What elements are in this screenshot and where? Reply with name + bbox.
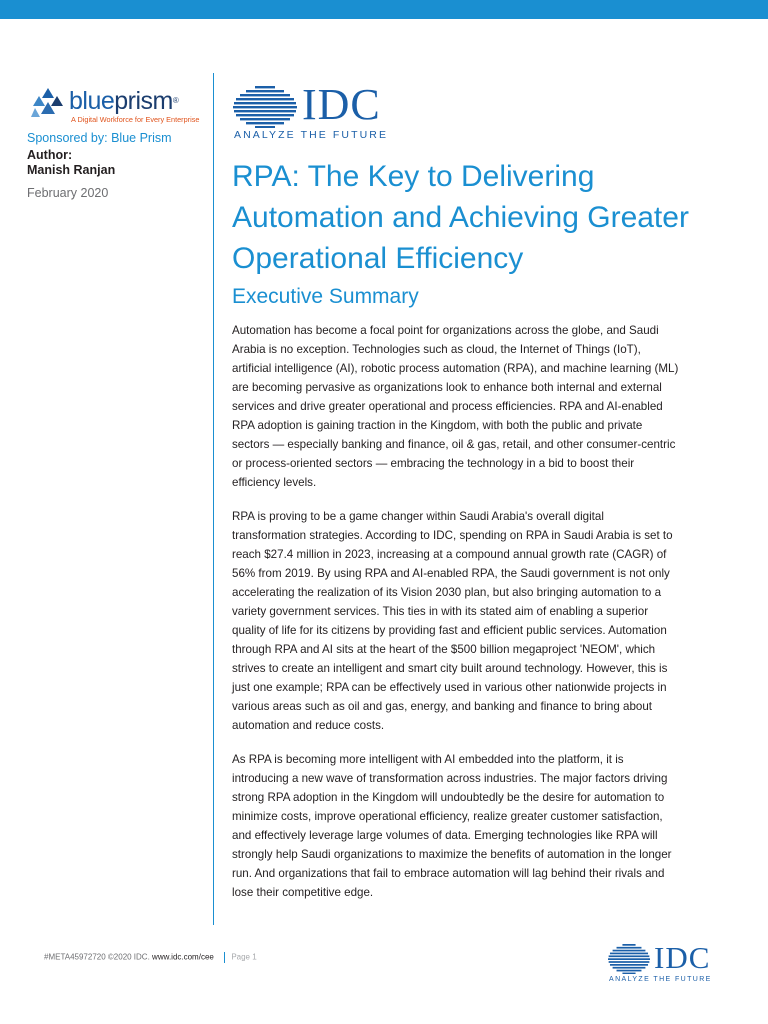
idc-logo (233, 80, 403, 144)
blueprism-mark-icon (31, 88, 65, 118)
footer-divider (224, 952, 225, 963)
blueprism-logo (31, 86, 211, 130)
paragraph: As RPA is becoming more intelligent with AI embedded into the platform, it is introducing a new wave of transformation across industries. The major factors driving strong RPA adoption in the Kingdom will undoubtedly be the desire for automation to minimize costs, improve operational efficiency, realize greater customer satisfaction, and effectively leverage large volumes of data. Emerging technologies like RPA will strongly help Saudi organizations to maximize the benefits of automation in the longer run. And organizations that fail to embrace automation will lag behind their rivals and lose their competitive edge. (232, 753, 672, 899)
page-footer (44, 952, 257, 963)
author-name: Manish Ranjan (27, 163, 116, 177)
publication-date: February 2020 (27, 186, 109, 200)
top-accent-bar (0, 0, 768, 19)
idc-wordmark: IDC (654, 940, 711, 975)
document-id: #META45972720 ©2020 IDC. (44, 952, 150, 962)
idc-tagline: ANALYZE THE FUTURE (234, 129, 389, 141)
section-heading: Executive Summary (232, 285, 419, 308)
paragraph: Automation has become a focal point for organizations across the globe, and Saudi Arabia is no exception. Technologies such as cloud, the Internet of Things (IoT), artificial intelligence (AI), robotic process automation (RPA), and machine learning (ML) are becoming pervasive as organizations look to enhance both internal and external services and drive greater operational and process efficiencies. RPA and AI-enabled RPA adoption is gaining traction in the Kingdom, with both the public and private sectors — especially banking and finance, oil & gas, retail, and other consumer-centric or process-oriented sectors — embracing the technology in a bid to boost their efficiency levels. (232, 324, 679, 489)
page-number: Page 1 (231, 952, 257, 962)
blueprism-tagline: A Digital Workforce for Every Enterprise (71, 115, 200, 124)
idc-wordmark: IDC (302, 80, 381, 129)
idc-logo-footer (608, 940, 728, 988)
sponsor-label: Sponsored by: Blue Prism (27, 131, 172, 145)
paragraph: RPA is proving to be a game changer within Saudi Arabia's overall digital transformation strategies. According to IDC, spending on RPA in Saudi Arabia is set to reach $27.4 million in 2023, increasing at a compound annual growth rate (CAGR) of 56% from 2019. By using RPA and AI-enabled RPA, the Saudi government is not only accelerating the realization of its Vision 2030 plan, but also bringing automation to a variety government services. This ties in with its stated aim of enabling a superior quality of life for its citizens by providing fast and efficient public services. Automation through RPA and AI sits at the heart of the $500 billion megaproject 'NEOM', which strives to create an intelligent and smart city built around technology. However, this is just one example; RPA can be effectively used in various other nationwide projects in various areas such as oil and gas, energy, and banking and finance to bring about automation and reduce costs. (232, 510, 673, 732)
idc-globe-icon (233, 86, 297, 128)
vertical-divider (213, 73, 214, 925)
body-text (232, 321, 680, 917)
idc-globe-icon (608, 944, 650, 974)
document-title: RPA: The Key to Delivering Automation and Achieving Greater Operational Efficiency (232, 160, 689, 275)
author-label: Author: (27, 148, 73, 162)
footer-link[interactable]: www.idc.com/cee (152, 952, 214, 962)
blueprism-wordmark: blueprism® (69, 87, 179, 115)
idc-tagline: ANALYZE THE FUTURE (609, 976, 712, 983)
